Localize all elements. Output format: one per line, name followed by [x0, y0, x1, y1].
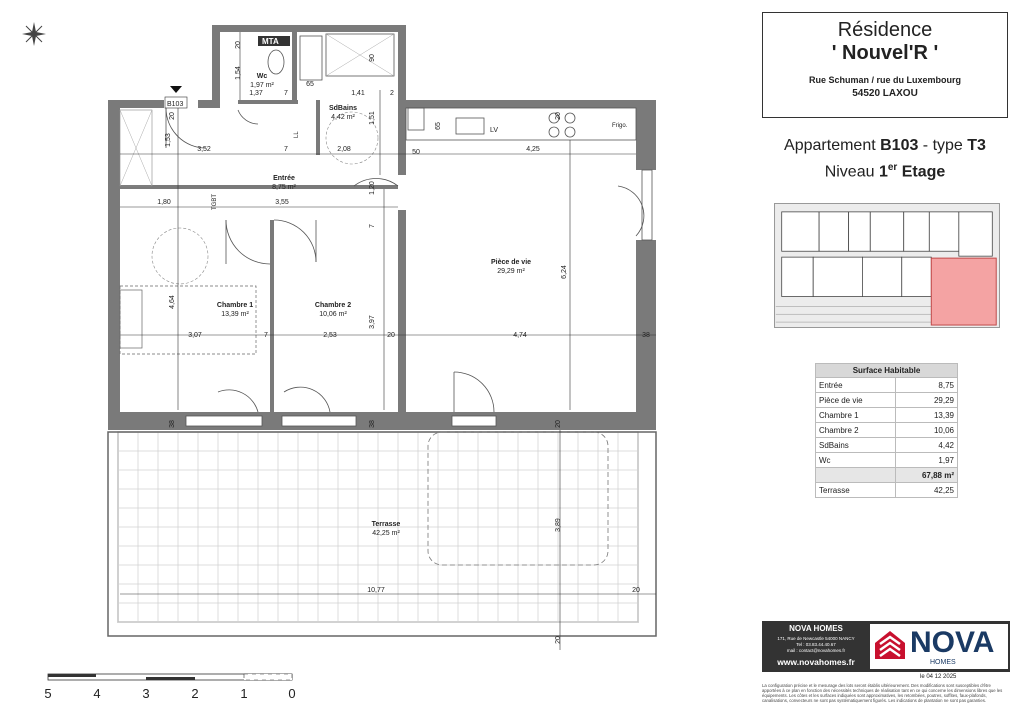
dim-474: 4,74	[513, 332, 527, 339]
apartment-type: T3	[967, 137, 986, 154]
lv-label: LV	[490, 127, 499, 134]
level-number: 1	[878, 163, 888, 181]
scale-label-2: 2	[191, 686, 199, 701]
disclaimer-text: La configuration précise et le mesurage des lots seront établis ultérieurement. Des modifications sont susceptibles d'être apportées à ce plan en fonction des nécessités techniques de réalisation tant en ce qui concerne les dimensions libres que les équipements. Les côtes et les surfaces indiquées sont approximatives, les retombées, poutres, soffites, faux-plafonds, canalisations, convecteurs ne sont pas systématiquement figurés. Les indications de plantation ne sont pas garanties.	[762, 683, 1003, 703]
scale-label-3: 3	[142, 686, 150, 701]
dim-137: 1,37	[249, 90, 263, 97]
dim-20-wc: 20	[235, 41, 242, 49]
tgbt-label: TGBT	[212, 194, 218, 210]
room-ch1-name: Chambre 1	[216, 302, 254, 309]
title-block	[762, 12, 1008, 118]
company-website[interactable]: www.novahomes.fr	[777, 657, 855, 667]
surface-header: Surface Habitable	[816, 364, 958, 378]
apartment-type-prefix: - type	[918, 137, 968, 154]
table-row: Chambre 2 10,06	[816, 423, 958, 438]
pillow-icon	[120, 290, 142, 348]
table-row: SdBains 4,42	[816, 438, 958, 453]
apartment-prefix: Appartement	[784, 137, 881, 154]
dim-208: 2,08	[337, 146, 351, 153]
dim-20-entry: 20	[169, 112, 176, 120]
table-row: Wc 1,97	[816, 453, 958, 468]
mta-label: MTA	[262, 37, 279, 46]
toilet-icon	[268, 50, 284, 74]
dim-7-entree: 7	[284, 146, 288, 153]
residence-city: 54520 LAXOU	[852, 88, 918, 99]
dim-389: 3,89	[555, 518, 562, 532]
room-ch2-name: Chambre 2	[314, 302, 352, 309]
dim-153: 1,53	[165, 133, 172, 147]
dim-253: 2,53	[323, 332, 337, 339]
dim-180: 1,80	[157, 199, 171, 206]
apartment-code: B103	[880, 137, 919, 154]
nova-logo	[870, 624, 1008, 669]
table-row: Pièce de vie 29,29	[816, 393, 958, 408]
company-tel: Tel : 03.83.44.40.67	[796, 642, 836, 647]
sink-icon	[456, 118, 484, 134]
frigo-label: Frigo.	[612, 123, 628, 129]
dim-2: 2	[390, 90, 394, 97]
dim-624: 6,24	[561, 265, 568, 279]
bedroom-turning-circle	[152, 228, 208, 284]
room-ch2-area: 10,06 m²	[319, 311, 347, 318]
dim-352: 3,52	[197, 146, 211, 153]
dim-20-south: 20	[555, 420, 562, 428]
company-block	[762, 621, 1010, 672]
room-terrasse-area: 42,25 m²	[372, 530, 400, 537]
terrace-row: Terrasse 42,25	[816, 483, 958, 498]
bed-outline	[120, 286, 256, 354]
room-wc-name: Wc	[256, 73, 268, 80]
dim-20-north: 20	[555, 112, 562, 120]
boiler-icon	[408, 108, 424, 130]
scale-label-0: 0	[288, 686, 296, 701]
dim-38-ch2: 38	[369, 420, 376, 428]
dim-7-ch: 7	[264, 332, 268, 339]
level-word: Etage	[897, 163, 946, 181]
dim-20-bottom: 20	[555, 636, 562, 644]
key-plan	[774, 203, 1000, 328]
logo-sub: HOMES	[930, 659, 956, 666]
level-sup: er	[887, 162, 898, 173]
dim-151: 1,51	[369, 111, 376, 125]
dim-20-terrace: 20	[632, 587, 640, 594]
highlighted-unit	[931, 258, 996, 325]
entry-arrow-icon	[170, 86, 182, 93]
table-row: Chambre 1 13,39	[816, 408, 958, 423]
scale-label-1: 1	[240, 686, 248, 701]
company-address-block	[766, 636, 866, 654]
room-entree-name: Entrée	[273, 175, 295, 182]
level-prefix: Niveau	[824, 163, 879, 181]
room-piece-name: Pièce de vie	[490, 259, 532, 266]
room-piece-area: 29,29 m²	[497, 268, 525, 275]
dim-154: 1,54	[235, 66, 242, 80]
company-name: NOVA HOMES	[789, 624, 843, 633]
dim-397: 3,97	[369, 315, 376, 329]
company-address: 171, Rue de Newcastle 54000 NANCY	[777, 636, 855, 641]
dim-38-ch1: 38	[169, 420, 176, 428]
dim-20-ch: 20	[387, 332, 395, 339]
dim-425: 4,25	[526, 146, 540, 153]
dim-65-kitchen: 65	[435, 122, 442, 130]
table-row: Entrée 8,75	[816, 378, 958, 393]
room-ch1-area: 13,39 m²	[221, 311, 249, 318]
logo-word: NOVA	[910, 626, 995, 659]
scale-bar	[48, 674, 292, 680]
residence-street: Rue Schuman / rue du Luxembourg	[808, 75, 961, 85]
surface-table	[815, 363, 958, 498]
scale-label-5: 5	[44, 686, 52, 701]
room-sdb-name: SdBains	[328, 105, 358, 112]
room-entree-area: 8,75 m²	[272, 184, 296, 191]
document-date: le 04 12 2025	[920, 674, 957, 680]
nova-house-icon	[874, 630, 906, 660]
room-wc-area: 1,97 m²	[250, 82, 274, 89]
dim-1077: 10,77	[367, 587, 385, 594]
walls	[108, 25, 656, 430]
residence-name: ' Nouvel'R '	[831, 42, 939, 64]
surface-total: 67,88 m²	[896, 468, 958, 483]
ll-label: LL	[294, 131, 300, 138]
compass-icon	[22, 22, 46, 46]
residence-label: Résidence	[837, 19, 933, 41]
apartment-heading	[762, 135, 1008, 183]
scale-label-4: 4	[93, 686, 101, 701]
dim-120: 1,20	[369, 181, 376, 195]
dim-65-sdb: 65	[306, 81, 314, 88]
dim-464: 4,64	[169, 295, 176, 309]
washbasin-icon	[300, 36, 322, 80]
hob-icon	[549, 113, 575, 137]
apartment-tag: B103	[167, 101, 184, 108]
dim-355: 3,55	[275, 199, 289, 206]
dim-7-v: 7	[369, 224, 376, 228]
room-terrasse-name: Terrasse	[371, 521, 401, 528]
dim-50: 50	[412, 149, 420, 156]
total-row	[816, 468, 958, 483]
dim-307: 3,07	[188, 332, 202, 339]
room-sdb-area: 4,42 m²	[331, 114, 355, 121]
company-mail: mail : contact@novahomes.fr	[786, 648, 846, 653]
dim-38-east: 38	[642, 332, 650, 339]
dim-141: 1,41	[351, 90, 365, 97]
dim-7-wc: 7	[284, 90, 288, 97]
dim-90: 90	[369, 54, 376, 62]
